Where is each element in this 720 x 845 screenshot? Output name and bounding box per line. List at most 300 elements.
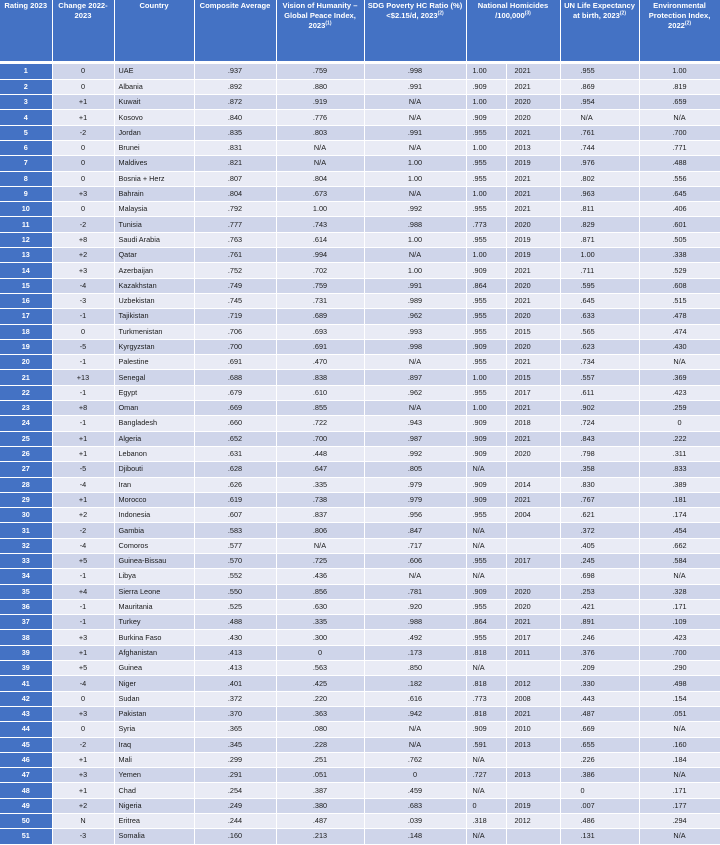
homicides-value-cell: .955 (466, 125, 506, 140)
composite-cell: .872 (194, 95, 276, 110)
vision-cell: N/A (276, 140, 364, 155)
composite-cell: .291 (194, 768, 276, 783)
homicides-value-cell: N/A (466, 752, 506, 767)
composite-cell: .430 (194, 630, 276, 645)
life-expectancy-cell: .372 (560, 523, 639, 538)
epi-cell: .556 (639, 171, 720, 186)
table-row (0, 202, 720, 217)
sdg-cell: .992 (364, 446, 466, 461)
composite-cell: .892 (194, 79, 276, 94)
rating-cell: 24 (0, 416, 52, 431)
rating-cell: 27 (0, 462, 52, 477)
country-cell: UAE (114, 64, 194, 79)
vision-cell: .051 (276, 768, 364, 783)
sdg-cell: .989 (364, 293, 466, 308)
country-cell: Chad (114, 783, 194, 798)
change-cell: 0 (52, 64, 114, 79)
sdg-cell: N/A (364, 722, 466, 737)
rating-cell: 41 (0, 676, 52, 691)
homicides-year-cell: 2014 (506, 477, 560, 492)
homicides-year-cell: 2021 (506, 293, 560, 308)
country-cell: Turkmenistan (114, 324, 194, 339)
rating-cell: 7 (0, 156, 52, 171)
vision-cell: .838 (276, 370, 364, 385)
composite-cell: .631 (194, 446, 276, 461)
table-row (0, 309, 720, 324)
sdg-cell: N/A (364, 401, 466, 416)
life-expectancy-cell: .724 (560, 416, 639, 431)
homicides-year-cell (506, 829, 560, 844)
header-composite: Composite Average (194, 0, 276, 61)
sdg-cell: .616 (364, 691, 466, 706)
homicides-value-cell: .773 (466, 217, 506, 232)
homicides-value-cell: .909 (466, 416, 506, 431)
change-cell: +1 (52, 752, 114, 767)
composite-cell: .370 (194, 706, 276, 721)
homicides-value-cell: .591 (466, 737, 506, 752)
rating-cell: 32 (0, 538, 52, 553)
country-cell: Tunisia (114, 217, 194, 232)
header-ule-note: (2) (619, 10, 626, 17)
homicides-year-cell: 2020 (506, 339, 560, 354)
life-expectancy-cell: .330 (560, 676, 639, 691)
rating-cell: 34 (0, 569, 52, 584)
homicides-value-cell: .909 (466, 584, 506, 599)
epi-cell: N/A (639, 110, 720, 125)
table-row (0, 645, 720, 660)
rating-cell: 13 (0, 248, 52, 263)
header-epi: Environmental Protection Index, 2022$^{(2)}$ (639, 0, 720, 61)
composite-cell: .752 (194, 263, 276, 278)
country-cell: Kyrgyzstan (114, 339, 194, 354)
life-expectancy-cell: .871 (560, 232, 639, 247)
vision-cell: .700 (276, 431, 364, 446)
life-expectancy-cell: N/A (560, 110, 639, 125)
rating-cell: 31 (0, 523, 52, 538)
change-cell: +3 (52, 630, 114, 645)
rating-cell: 49 (0, 798, 52, 813)
composite-cell: .807 (194, 171, 276, 186)
life-expectancy-cell: 1.00 (560, 248, 639, 263)
change-cell: +5 (52, 554, 114, 569)
epi-cell: .171 (639, 783, 720, 798)
epi-cell: .529 (639, 263, 720, 278)
homicides-value-cell: 1.00 (466, 186, 506, 201)
life-expectancy-cell: .734 (560, 355, 639, 370)
epi-cell: .601 (639, 217, 720, 232)
sdg-cell: .956 (364, 508, 466, 523)
epi-cell: .771 (639, 140, 720, 155)
vision-cell: .725 (276, 554, 364, 569)
homicides-value-cell: .955 (466, 156, 506, 171)
epi-cell: N/A (639, 569, 720, 584)
sdg-cell: 0 (364, 768, 466, 783)
change-cell: -2 (52, 523, 114, 538)
homicides-year-cell: 2021 (506, 202, 560, 217)
homicides-value-cell: .955 (466, 324, 506, 339)
change-cell: 0 (52, 722, 114, 737)
table-row (0, 569, 720, 584)
table-row (0, 814, 720, 829)
country-cell: Indonesia (114, 508, 194, 523)
epi-cell: .474 (639, 324, 720, 339)
homicides-year-cell: 2020 (506, 446, 560, 461)
homicides-value-cell: .909 (466, 722, 506, 737)
homicides-value-cell: .955 (466, 171, 506, 186)
rating-cell: 19 (0, 339, 52, 354)
life-expectancy-cell: .611 (560, 385, 639, 400)
homicides-value-cell: .909 (466, 79, 506, 94)
change-cell: +13 (52, 370, 114, 385)
homicides-year-cell: 2020 (506, 217, 560, 232)
homicides-year-cell: 2017 (506, 385, 560, 400)
sdg-cell: 1.00 (364, 171, 466, 186)
epi-cell: .423 (639, 385, 720, 400)
epi-cell: .290 (639, 661, 720, 676)
change-cell: -5 (52, 339, 114, 354)
epi-cell: .177 (639, 798, 720, 813)
epi-cell: .645 (639, 186, 720, 201)
life-expectancy-cell: .891 (560, 615, 639, 630)
composite-cell: .679 (194, 385, 276, 400)
rating-cell: 12 (0, 232, 52, 247)
table-row (0, 95, 720, 110)
life-expectancy-cell: .843 (560, 431, 639, 446)
vision-cell: .855 (276, 401, 364, 416)
composite-cell: .749 (194, 278, 276, 293)
header-sdg: SDG Poverty HC Ratio (%) <$2.15/d, 2023$^{(2)}$ (364, 0, 466, 61)
homicides-year-cell: 2020 (506, 599, 560, 614)
homicides-year-cell (506, 523, 560, 538)
vision-cell: .630 (276, 599, 364, 614)
rating-cell: 21 (0, 370, 52, 385)
life-expectancy-cell: .557 (560, 370, 639, 385)
homicides-year-cell: 2021 (506, 431, 560, 446)
country-cell: Gambia (114, 523, 194, 538)
country-cell: Guinea-Bissau (114, 554, 194, 569)
rating-cell: 14 (0, 263, 52, 278)
homicides-year-cell: 2015 (506, 370, 560, 385)
rating-cell: 25 (0, 431, 52, 446)
rating-cell: 15 (0, 278, 52, 293)
life-expectancy-cell: .645 (560, 293, 639, 308)
homicides-value-cell: .818 (466, 645, 506, 660)
country-cell: Burkina Faso (114, 630, 194, 645)
vision-cell: .448 (276, 446, 364, 461)
change-cell: -1 (52, 309, 114, 324)
rating-cell: 35 (0, 584, 52, 599)
table-row (0, 110, 720, 125)
rating-cell: 48 (0, 783, 52, 798)
table-row (0, 355, 720, 370)
homicides-year-cell: 2020 (506, 278, 560, 293)
epi-cell: 1.00 (639, 64, 720, 79)
homicides-value-cell: .864 (466, 278, 506, 293)
homicides-year-cell (506, 752, 560, 767)
homicides-value-cell: .955 (466, 355, 506, 370)
change-cell: -1 (52, 385, 114, 400)
rating-cell: 39 (0, 645, 52, 660)
epi-cell: .498 (639, 676, 720, 691)
header-homicides-note: (3) (524, 10, 531, 17)
rating-cell: 46 (0, 752, 52, 767)
change-cell: -1 (52, 599, 114, 614)
sdg-cell: N/A (364, 737, 466, 752)
table-header-row (0, 0, 720, 61)
country-cell: Sierra Leone (114, 584, 194, 599)
table-row (0, 140, 720, 155)
country-cell: Palestine (114, 355, 194, 370)
epi-cell: .294 (639, 814, 720, 829)
change-cell: N (52, 814, 114, 829)
homicides-value-cell: .955 (466, 309, 506, 324)
sdg-cell: .492 (364, 630, 466, 645)
change-cell: +8 (52, 401, 114, 416)
table-row (0, 186, 720, 201)
rating-cell: 8 (0, 171, 52, 186)
homicides-year-cell (506, 783, 560, 798)
homicides-value-cell: 1.00 (466, 64, 506, 79)
change-cell: -3 (52, 293, 114, 308)
homicides-value-cell: .955 (466, 554, 506, 569)
vision-cell: .380 (276, 798, 364, 813)
sdg-cell: .847 (364, 523, 466, 538)
sdg-cell: .991 (364, 125, 466, 140)
epi-cell: .160 (639, 737, 720, 752)
change-cell: 0 (52, 156, 114, 171)
country-cell: Oman (114, 401, 194, 416)
country-cell: Libya (114, 569, 194, 584)
composite-cell: .365 (194, 722, 276, 737)
vision-cell: .880 (276, 79, 364, 94)
change-cell: 0 (52, 691, 114, 706)
table-row (0, 324, 720, 339)
homicides-year-cell: 2019 (506, 798, 560, 813)
homicides-year-cell: 2021 (506, 615, 560, 630)
life-expectancy-cell: .443 (560, 691, 639, 706)
life-expectancy-cell: .655 (560, 737, 639, 752)
change-cell: -1 (52, 355, 114, 370)
sdg-cell: .173 (364, 645, 466, 660)
epi-cell: N/A (639, 768, 720, 783)
rating-cell: 47 (0, 768, 52, 783)
epi-cell: .488 (639, 156, 720, 171)
life-expectancy-cell: .798 (560, 446, 639, 461)
vision-cell: .647 (276, 462, 364, 477)
change-cell: +4 (52, 584, 114, 599)
vision-cell: .759 (276, 64, 364, 79)
epi-cell: .515 (639, 293, 720, 308)
life-expectancy-cell: .486 (560, 814, 639, 829)
composite-cell: .345 (194, 737, 276, 752)
composite-cell: .652 (194, 431, 276, 446)
homicides-value-cell: .318 (466, 814, 506, 829)
homicides-year-cell (506, 661, 560, 676)
composite-cell: .570 (194, 554, 276, 569)
country-cell: Mauritania (114, 599, 194, 614)
homicides-year-cell: 2021 (506, 64, 560, 79)
rating-cell: 28 (0, 477, 52, 492)
epi-cell: .406 (639, 202, 720, 217)
composite-cell: .413 (194, 661, 276, 676)
composite-cell: .937 (194, 64, 276, 79)
homicides-year-cell: 2012 (506, 814, 560, 829)
life-expectancy-cell: .767 (560, 492, 639, 507)
homicides-year-cell: 2021 (506, 186, 560, 201)
homicides-year-cell: 2020 (506, 584, 560, 599)
composite-cell: .607 (194, 508, 276, 523)
composite-cell: .552 (194, 569, 276, 584)
table-row (0, 278, 720, 293)
table-row (0, 768, 720, 783)
epi-cell: .608 (639, 278, 720, 293)
homicides-value-cell: .864 (466, 615, 506, 630)
homicides-value-cell: .909 (466, 492, 506, 507)
table-row (0, 370, 720, 385)
change-cell: +1 (52, 110, 114, 125)
composite-cell: .688 (194, 370, 276, 385)
life-expectancy-cell: .954 (560, 95, 639, 110)
header-ule: UN Life Expectancy at birth, 2023$^{(2)}$ (560, 0, 639, 61)
rating-cell: 39 (0, 661, 52, 676)
change-cell: +1 (52, 645, 114, 660)
country-cell: Afghanistan (114, 645, 194, 660)
epi-cell: 0 (639, 416, 720, 431)
change-cell: +3 (52, 263, 114, 278)
country-cell: Qatar (114, 248, 194, 263)
change-cell: +1 (52, 446, 114, 461)
homicides-value-cell: 1.00 (466, 95, 506, 110)
composite-cell: .761 (194, 248, 276, 263)
country-cell: Djibouti (114, 462, 194, 477)
sdg-cell: 1.00 (364, 232, 466, 247)
life-expectancy-cell: .253 (560, 584, 639, 599)
composite-cell: .763 (194, 232, 276, 247)
table-row (0, 691, 720, 706)
table-body (0, 64, 720, 844)
composite-cell: .719 (194, 309, 276, 324)
rating-cell: 1 (0, 64, 52, 79)
table-row (0, 156, 720, 171)
table-row (0, 492, 720, 507)
composite-cell: .583 (194, 523, 276, 538)
homicides-value-cell: .955 (466, 508, 506, 523)
homicides-value-cell: .727 (466, 768, 506, 783)
change-cell: -1 (52, 569, 114, 584)
table-row (0, 446, 720, 461)
epi-cell: .259 (639, 401, 720, 416)
table-row (0, 508, 720, 523)
epi-cell: .659 (639, 95, 720, 110)
rating-cell: 2 (0, 79, 52, 94)
homicides-year-cell: 2013 (506, 768, 560, 783)
life-expectancy-cell: 0 (560, 783, 639, 798)
sdg-cell: .998 (364, 64, 466, 79)
rating-cell: 6 (0, 140, 52, 155)
life-expectancy-cell: .811 (560, 202, 639, 217)
life-expectancy-cell: .209 (560, 661, 639, 676)
vision-cell: .080 (276, 722, 364, 737)
composite-cell: .372 (194, 691, 276, 706)
sdg-cell: .962 (364, 385, 466, 400)
vision-cell: .335 (276, 615, 364, 630)
vision-cell: .425 (276, 676, 364, 691)
vision-cell: .436 (276, 569, 364, 584)
life-expectancy-cell: .869 (560, 79, 639, 94)
vision-cell: .300 (276, 630, 364, 645)
vision-cell: .220 (276, 691, 364, 706)
table-row (0, 661, 720, 676)
table-row (0, 798, 720, 813)
life-expectancy-cell: .621 (560, 508, 639, 523)
rating-cell: 23 (0, 401, 52, 416)
sdg-cell: .897 (364, 370, 466, 385)
change-cell: -4 (52, 477, 114, 492)
sdg-cell: .683 (364, 798, 466, 813)
epi-cell: .328 (639, 584, 720, 599)
change-cell: +1 (52, 492, 114, 507)
table-row (0, 401, 720, 416)
change-cell: -4 (52, 278, 114, 293)
sdg-cell: .762 (364, 752, 466, 767)
country-cell: Brunei (114, 140, 194, 155)
composite-cell: .792 (194, 202, 276, 217)
homicides-value-cell: N/A (466, 569, 506, 584)
country-cell: Bangladesh (114, 416, 194, 431)
country-cell: Maldives (114, 156, 194, 171)
homicides-value-cell: .909 (466, 446, 506, 461)
composite-cell: .550 (194, 584, 276, 599)
sdg-cell: .993 (364, 324, 466, 339)
table-row (0, 722, 720, 737)
composite-cell: .413 (194, 645, 276, 660)
epi-cell: .430 (639, 339, 720, 354)
sdg-cell: .998 (364, 339, 466, 354)
homicides-year-cell: 2020 (506, 110, 560, 125)
life-expectancy-cell: .829 (560, 217, 639, 232)
homicides-year-cell: 2021 (506, 171, 560, 186)
table-row (0, 783, 720, 798)
change-cell: -1 (52, 615, 114, 630)
country-cell: Kuwait (114, 95, 194, 110)
country-cell: Jordan (114, 125, 194, 140)
homicides-year-cell: 2021 (506, 492, 560, 507)
sdg-cell: N/A (364, 140, 466, 155)
change-cell: +2 (52, 508, 114, 523)
sdg-cell: N/A (364, 186, 466, 201)
epi-cell: N/A (639, 722, 720, 737)
life-expectancy-cell: .976 (560, 156, 639, 171)
rating-cell: 9 (0, 186, 52, 201)
composite-cell: .777 (194, 217, 276, 232)
homicides-year-cell: 2021 (506, 706, 560, 721)
rating-cell: 44 (0, 722, 52, 737)
composite-cell: .835 (194, 125, 276, 140)
country-cell: Algeria (114, 431, 194, 446)
rating-cell: 17 (0, 309, 52, 324)
homicides-year-cell: 2021 (506, 355, 560, 370)
rating-cell: 18 (0, 324, 52, 339)
life-expectancy-cell: .487 (560, 706, 639, 721)
sdg-cell: .039 (364, 814, 466, 829)
country-cell: Egypt (114, 385, 194, 400)
epi-cell: .184 (639, 752, 720, 767)
table-row (0, 385, 720, 400)
composite-cell: .254 (194, 783, 276, 798)
life-expectancy-cell: .669 (560, 722, 639, 737)
vision-cell: .776 (276, 110, 364, 125)
life-expectancy-cell: .955 (560, 64, 639, 79)
